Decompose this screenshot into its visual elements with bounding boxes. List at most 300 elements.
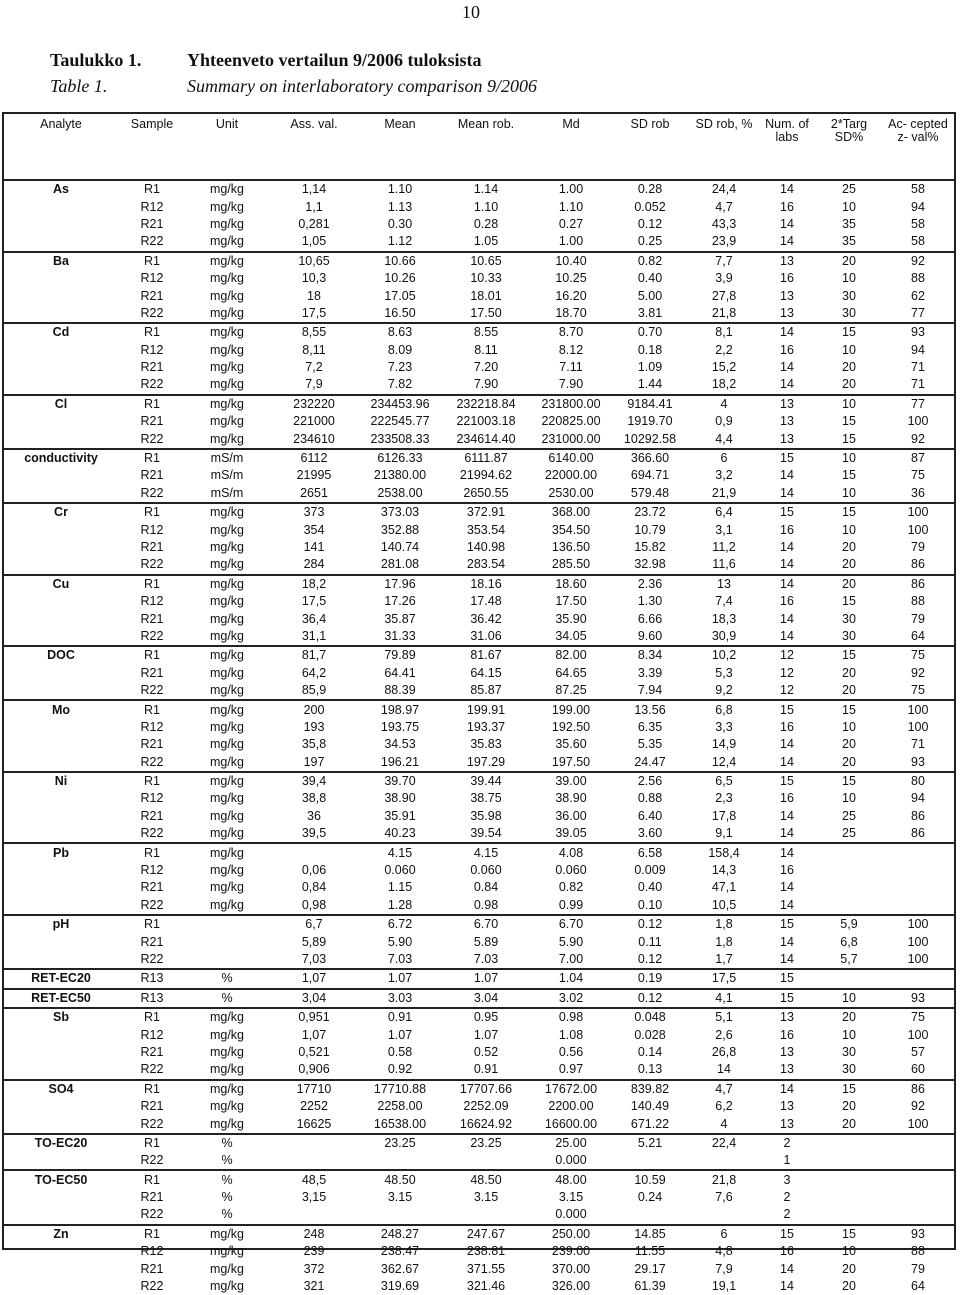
table-cell: % <box>186 1170 268 1188</box>
table-cell: 19,1 <box>711 1279 737 1294</box>
table-cell: 1.07 <box>360 969 440 988</box>
analyte-name: Ba <box>4 252 118 270</box>
column-header: 2*Targ SD% <box>830 117 868 144</box>
column-header: Md <box>562 117 580 131</box>
table-cell: mg/kg <box>209 557 245 572</box>
table-cell: 25 <box>842 182 856 197</box>
table-cell: 281.08 <box>380 557 420 572</box>
table-cell: 353.54 <box>466 522 506 537</box>
table-cell: 86 <box>911 557 925 572</box>
table-row <box>4 719 954 736</box>
table-cell: 5,7 <box>840 951 858 966</box>
table-cell: 15 <box>842 468 856 483</box>
table-cell <box>816 843 882 861</box>
table-cell: % <box>186 989 268 1008</box>
table-cell: 196.21 <box>380 754 420 769</box>
table-cell: 30 <box>842 1044 856 1059</box>
table-cell: 16 <box>780 522 794 537</box>
table-cell: mg/kg <box>186 843 268 861</box>
table-cell: 35 <box>842 216 856 231</box>
table-cell: 0,98 <box>301 897 327 912</box>
table-cell: 14 <box>780 182 794 197</box>
table-cell <box>882 1170 954 1188</box>
table-cell: R1 <box>118 1225 186 1243</box>
table-cell: 231800.00 <box>532 395 610 413</box>
table-cell: 35.90 <box>555 611 587 626</box>
table-cell: 0.88 <box>637 791 663 806</box>
table-cell: 16538.00 <box>373 1116 427 1131</box>
table-cell: 58 <box>911 216 925 231</box>
table-cell: 64 <box>911 1279 925 1294</box>
table-cell: 3,2 <box>715 468 733 483</box>
table-cell: 35,8 <box>301 737 327 752</box>
table-cell: 284 <box>303 557 325 572</box>
table-cell: 57 <box>911 1044 925 1059</box>
table-row <box>4 1134 954 1152</box>
table-cell: 7.20 <box>473 360 499 375</box>
analyte-cell-empty <box>4 808 118 825</box>
table-cell: 94 <box>911 199 925 214</box>
table-cell: 3.81 <box>637 305 663 320</box>
table-cell: 326.00 <box>551 1279 591 1294</box>
table-cell: R22 <box>140 683 164 698</box>
table-cell: 2252.09 <box>463 1099 509 1114</box>
table-cell: 10 <box>816 989 882 1008</box>
table-cell: 0.19 <box>610 969 690 988</box>
table-cell: 2200.00 <box>548 1099 594 1114</box>
table-cell: 14 <box>717 1062 731 1077</box>
table-cell: 15 <box>816 1225 882 1243</box>
table-cell: 0.048 <box>610 1008 690 1026</box>
table-cell: 6.70 <box>532 915 610 933</box>
column-header: Num. of labs <box>765 117 809 144</box>
table-cell: 1,07 <box>268 969 360 988</box>
table-cell: mS/m <box>210 468 244 483</box>
table-cell: 2.56 <box>610 772 690 790</box>
table-cell: % <box>186 969 268 988</box>
table-cell: 93 <box>911 754 925 769</box>
table-cell: 220825.00 <box>541 414 601 429</box>
table-cell: mg/kg <box>209 628 245 643</box>
table-cell: 14 <box>780 628 794 643</box>
table-cell: 0.52 <box>473 1044 499 1059</box>
table-cell: 60 <box>911 1062 925 1077</box>
table-cell: mg/kg <box>209 305 245 320</box>
analyte-cell-empty <box>4 376 118 394</box>
table-cell: 221003.18 <box>456 414 516 429</box>
table-cell: 6140.00 <box>532 449 610 467</box>
table-cell: R21 <box>140 880 164 895</box>
table-cell: 7.82 <box>387 377 413 392</box>
table-cell: 25 <box>842 826 856 841</box>
table-cell: mg/kg <box>209 1244 245 1259</box>
analyte-cell-empty <box>4 754 118 772</box>
table-row <box>4 270 954 287</box>
table-cell: 13 <box>758 1008 816 1026</box>
table-cell: R22 <box>140 234 164 249</box>
table-cell: 0.40 <box>637 880 663 895</box>
table-row <box>4 1243 954 1260</box>
table-cell: 14 <box>780 468 794 483</box>
table-cell: 23,9 <box>711 234 737 249</box>
table-cell: mg/kg <box>186 575 268 593</box>
table-cell: mg/kg <box>209 1279 245 1294</box>
table-cell: 0.000 <box>555 1153 587 1168</box>
table-row <box>4 503 954 521</box>
results-table <box>4 114 954 1295</box>
table-cell: 10.65 <box>440 252 532 270</box>
table-cell: 88 <box>911 271 925 286</box>
table-cell: R12 <box>140 719 164 734</box>
table-cell: R12 <box>140 791 164 806</box>
analyte-name: conductivity <box>4 449 118 467</box>
table-cell <box>268 1152 360 1170</box>
table-cell: R1 <box>118 323 186 341</box>
table-cell: 0.000 <box>555 1207 587 1222</box>
analyte-cell-empty <box>4 305 118 323</box>
table-cell: 77 <box>882 395 954 413</box>
table-cell: 3.03 <box>360 989 440 1008</box>
analyte-cell-empty <box>4 790 118 807</box>
analyte-cell-empty <box>4 879 118 896</box>
table-cell: 88 <box>911 594 925 609</box>
table-cell: 232218.84 <box>440 395 532 413</box>
table-cell: 0.30 <box>387 216 413 231</box>
table-cell: 14 <box>780 360 794 375</box>
table-cell: 20 <box>842 737 856 752</box>
table-cell: 2.36 <box>610 575 690 593</box>
table-cell: R1 <box>118 1008 186 1026</box>
table-cell: 354.50 <box>551 522 591 537</box>
table-cell: R22 <box>140 1062 164 1077</box>
table-cell: 30 <box>842 628 856 643</box>
table-cell: R1 <box>144 182 160 197</box>
table-cell: 5.00 <box>637 288 663 303</box>
table-cell: 321 <box>303 1279 325 1294</box>
table-cell: 197.50 <box>551 754 591 769</box>
table-cell: 247.67 <box>440 1225 532 1243</box>
table-cell: mg/kg <box>209 863 245 878</box>
table-row <box>4 933 954 950</box>
table-cell: 15 <box>758 969 816 988</box>
table-cell: 16.20 <box>555 288 587 303</box>
table-cell: 4.15 <box>440 843 532 861</box>
table-cell: 7,2 <box>305 360 323 375</box>
table-cell: mg/kg <box>209 360 245 375</box>
table-cell: 4,4 <box>715 431 733 446</box>
table-cell: mg/kg <box>209 826 245 841</box>
analyte-name: Sb <box>4 1008 118 1026</box>
table-cell: R21 <box>140 468 164 483</box>
table-row <box>4 287 954 304</box>
table-cell: 0,84 <box>301 880 327 895</box>
table-cell: R1 <box>118 1080 186 1098</box>
table-cell: 10.79 <box>634 522 666 537</box>
table-cell: 87 <box>882 449 954 467</box>
table-cell: R22 <box>140 754 164 769</box>
table-cell: 8.34 <box>610 646 690 664</box>
table-cell: R22 <box>140 1279 164 1294</box>
table-row <box>4 575 954 593</box>
table-cell: 47,1 <box>711 880 737 895</box>
table-cell: 141 <box>303 540 325 554</box>
table-cell: 21,8 <box>690 1170 758 1188</box>
table-cell: 12,4 <box>711 754 737 769</box>
table-cell: 17.48 <box>470 594 502 609</box>
table-cell: mg/kg <box>209 880 245 895</box>
table-cell: 0.40 <box>637 271 663 286</box>
table-row <box>4 521 954 538</box>
table-cell: 100 <box>907 414 929 429</box>
analyte-cell-empty <box>4 951 118 969</box>
table-cell: 38.90 <box>555 791 587 806</box>
table-cell: 0.99 <box>558 897 584 912</box>
table-cell: 17.96 <box>360 575 440 593</box>
table-cell: 1.00 <box>558 182 584 197</box>
table-cell: 372.91 <box>440 503 532 521</box>
table-cell: 0.91 <box>360 1008 440 1026</box>
table-cell: 1,8 <box>715 934 733 949</box>
table-cell: 14 <box>780 826 794 841</box>
table-cell: 14 <box>758 1080 816 1098</box>
table-cell: R1 <box>118 843 186 861</box>
table-cell: 10.59 <box>610 1170 690 1188</box>
analyte-cell-empty <box>4 270 118 287</box>
table-row <box>4 628 954 646</box>
table-cell: 13 <box>780 431 794 446</box>
table-row <box>4 951 954 969</box>
table-cell: 6.58 <box>610 843 690 861</box>
table-cell: 0.25 <box>637 234 663 249</box>
table-cell: 25 <box>842 808 856 823</box>
table-cell: 18,2 <box>711 377 737 392</box>
table-cell: 0,521 <box>298 1044 330 1059</box>
table-cell: 0.98 <box>532 1008 610 1026</box>
table-cell: 11,2 <box>712 540 736 554</box>
table-cell <box>882 862 954 879</box>
table-cell: 5.90 <box>558 934 584 949</box>
table-header <box>4 114 954 180</box>
table-cell: 20 <box>842 557 856 572</box>
table-cell: mg/kg <box>186 395 268 413</box>
table-cell: R1 <box>118 700 186 718</box>
table-cell: 192.50 <box>551 719 591 734</box>
table-cell: 372 <box>303 1261 325 1276</box>
table-cell: 0.12 <box>610 915 690 933</box>
table-cell: 100 <box>907 1116 929 1131</box>
table-row <box>4 1061 954 1079</box>
analyte-cell-empty <box>4 682 118 700</box>
table-cell: 25.00 <box>532 1134 610 1152</box>
table-cell: R1 <box>118 646 186 664</box>
table-row <box>4 305 954 323</box>
table-cell: R21 <box>140 1261 164 1276</box>
table-cell: 7,03 <box>301 951 327 966</box>
table-cell <box>690 1206 758 1224</box>
table-cell: mg/kg <box>209 665 245 680</box>
table-cell: mg/kg <box>186 772 268 790</box>
table-cell: 10 <box>842 485 856 500</box>
table-cell: 13 <box>780 305 794 320</box>
table-cell: 61.39 <box>634 1279 666 1294</box>
table-cell: 64 <box>911 628 925 643</box>
table-cell: 6.72 <box>360 915 440 933</box>
table-cell: 15 <box>758 503 816 521</box>
table-cell: 3 <box>758 1170 816 1188</box>
table-cell <box>882 843 954 861</box>
table-cell: 34.05 <box>555 628 587 643</box>
table-cell: mg/kg <box>209 234 245 249</box>
table-cell <box>816 1206 882 1224</box>
table-cell <box>816 879 882 896</box>
table-cell: 36.00 <box>555 808 587 823</box>
analyte-cell-empty <box>4 665 118 682</box>
table-cell: 371.55 <box>466 1261 506 1276</box>
table-cell: 6 <box>690 1225 758 1243</box>
table-cell: 86 <box>882 1080 954 1098</box>
table-cell: 15 <box>816 323 882 341</box>
table-cell: 20 <box>842 665 856 680</box>
table-cell: R1 <box>118 252 186 270</box>
table-row <box>4 825 954 843</box>
table-cell: 140.49 <box>630 1099 670 1114</box>
table-cell: mg/kg <box>209 431 245 446</box>
table-cell: 1919.70 <box>627 414 673 429</box>
table-cell: 238.47 <box>380 1244 420 1259</box>
table-cell: R21 <box>140 288 164 303</box>
table-cell: 199.91 <box>440 700 532 718</box>
table-cell: 1.08 <box>558 1027 584 1042</box>
table-cell: 839.82 <box>610 1080 690 1098</box>
analyte-cell-empty <box>4 1044 118 1061</box>
table-cell <box>360 1206 440 1224</box>
table-cell: 82.00 <box>532 646 610 664</box>
analyte-cell-empty <box>4 1152 118 1170</box>
table-cell: 88.39 <box>384 683 416 698</box>
table-cell: 100 <box>882 503 954 521</box>
table-cell: 14 <box>780 880 794 895</box>
header-row <box>4 114 954 175</box>
table-cell: 15 <box>816 503 882 521</box>
table-cell: 14 <box>780 737 794 752</box>
table-cell: 12 <box>780 665 794 680</box>
table-cell: 0.12 <box>637 216 663 231</box>
analyte-name: SO4 <box>4 1080 118 1098</box>
table-cell <box>186 933 268 950</box>
table-cell: 17,8 <box>711 808 737 823</box>
table-cell: 20 <box>816 1008 882 1026</box>
table-cell: 2 <box>758 1134 816 1152</box>
table-cell: 14 <box>780 951 794 966</box>
table-cell: 20 <box>842 683 856 698</box>
table-cell: 23.25 <box>440 1134 532 1152</box>
table-cell: R22 <box>140 628 164 643</box>
table-cell: 0.13 <box>637 1062 663 1077</box>
table-cell: 1.05 <box>473 234 499 249</box>
table-cell: R21 <box>140 1044 164 1059</box>
table-cell: 248 <box>268 1225 360 1243</box>
table-cell: 6,8 <box>840 934 858 949</box>
table-cell: 9.60 <box>637 628 663 643</box>
table-cell <box>816 1134 882 1152</box>
table-cell: 158,4 <box>690 843 758 861</box>
table-cell: 9184.41 <box>610 395 690 413</box>
table-cell: R12 <box>140 199 164 214</box>
table-cell: 1.10 <box>558 199 584 214</box>
table-cell: 87.25 <box>555 683 587 698</box>
table-cell: R1 <box>118 395 186 413</box>
table-row <box>4 198 954 215</box>
table-cell: 1.12 <box>387 234 413 249</box>
table-cell: 35.60 <box>555 737 587 752</box>
table-cell: 17.50 <box>470 305 502 320</box>
table-row <box>4 1206 954 1224</box>
analyte-name: Cl <box>4 395 118 413</box>
table-cell: 0,906 <box>298 1062 330 1077</box>
table-cell: 17,5 <box>301 594 327 609</box>
table-cell: 2538.00 <box>377 485 423 500</box>
table-cell: 21380.00 <box>373 468 427 483</box>
table-cell: 0.98 <box>473 897 499 912</box>
table-cell: 6,2 <box>715 1099 733 1114</box>
table-cell: 0,9 <box>715 414 733 429</box>
table-cell: 1.00 <box>558 234 584 249</box>
table-cell: 13 <box>780 414 794 429</box>
table-row <box>4 862 954 879</box>
analyte-cell-empty <box>4 342 118 359</box>
table-cell: R22 <box>140 1207 164 1222</box>
table-cell: 43,3 <box>711 216 737 231</box>
table-cell: 1,8 <box>690 915 758 933</box>
table-cell: 39,4 <box>268 772 360 790</box>
table-cell: 3.60 <box>637 826 663 841</box>
table-cell: 1,05 <box>301 234 327 249</box>
table-cell: 0.052 <box>634 199 666 214</box>
table-cell <box>360 1152 440 1170</box>
table-cell: 694.71 <box>630 468 670 483</box>
table-cell: 7.90 <box>473 377 499 392</box>
table-row <box>4 413 954 430</box>
table-cell: 24,4 <box>711 182 737 197</box>
table-row <box>4 485 954 503</box>
table-cell: 20 <box>816 252 882 270</box>
table-row <box>4 754 954 772</box>
table-cell: 93 <box>882 323 954 341</box>
table-cell: 10.33 <box>470 271 502 286</box>
table-cell: R21 <box>140 414 164 429</box>
table-cell: 23.25 <box>360 1134 440 1152</box>
table-cell <box>816 1189 882 1206</box>
analyte-cell-empty <box>4 610 118 627</box>
table-cell: 39.00 <box>532 772 610 790</box>
table-cell: 1.07 <box>440 969 532 988</box>
table-cell: 17,5 <box>301 305 327 320</box>
table-cell: 86 <box>911 808 925 823</box>
table-cell: 15,2 <box>711 360 737 375</box>
table-cell: 0.97 <box>558 1062 584 1077</box>
table-cell: % <box>221 1190 233 1205</box>
table-cell: 14 <box>780 808 794 823</box>
table-cell: mg/kg <box>209 1044 245 1059</box>
table-cell: 26,8 <box>711 1044 737 1059</box>
table-row <box>4 879 954 896</box>
table-cell: 140.98 <box>466 540 506 554</box>
table-cell: 21994.62 <box>459 468 513 483</box>
table-cell: 1,7 <box>715 951 733 966</box>
table-cell: 36.42 <box>470 611 502 626</box>
table-cell: 5.21 <box>610 1134 690 1152</box>
analyte-cell-empty <box>4 359 118 376</box>
